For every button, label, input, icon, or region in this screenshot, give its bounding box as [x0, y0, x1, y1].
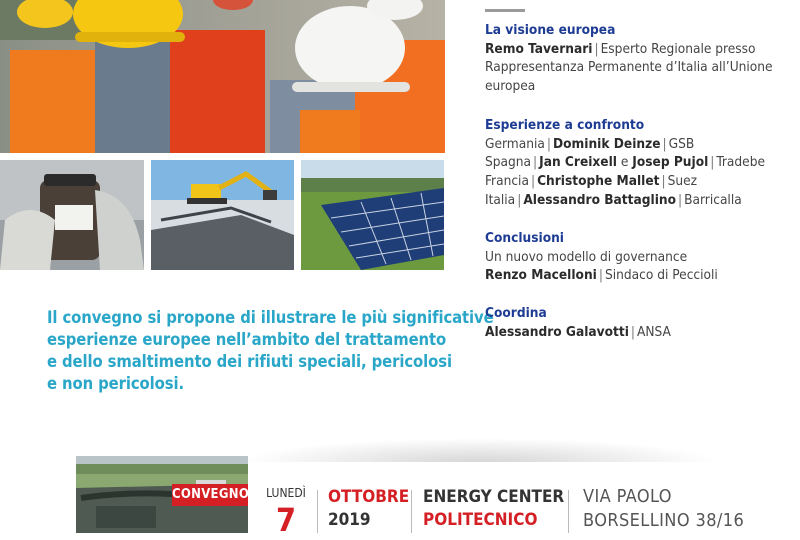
speaker-name: Josep Pujol [632, 154, 709, 171]
intro-line: e non pericolosi. [47, 374, 184, 393]
intro-line: Il convegno si propone di illustrare le più significative [47, 308, 494, 327]
program-block-experiences [485, 116, 795, 210]
speaker-name: Remo Tavernari [485, 40, 593, 57]
event-type-badge: CONVEGNO [172, 484, 248, 506]
speaker-name: Alessandro Battaglino [523, 191, 676, 208]
divider [317, 490, 318, 533]
intro-paragraph [47, 307, 494, 395]
speaker-role: Esperto Regionale presso [600, 40, 756, 57]
organization: Tradebe [716, 154, 765, 171]
address-street-number: BORSELLINO 38/16 [583, 510, 745, 531]
country: Germania [485, 135, 545, 152]
heading-moderator: Coordina [485, 305, 547, 321]
experience-row: Italia | Alessandro Battaglino | Barricalla [485, 191, 742, 208]
speaker-role: Sindaco di Peccioli [604, 267, 718, 284]
speaker-name: Dominik Deinze [552, 135, 661, 152]
intro-line: e dello smaltimento dei rifiuti speciali, pericolosi [47, 352, 452, 371]
speaker-name: Christophe Mallet [537, 173, 660, 190]
speaker-role: europea [485, 78, 536, 95]
speaker-name: Renzo Macelloni [485, 267, 597, 284]
hero-photo-workers-hardhats [0, 0, 445, 153]
event-day-number: 7 [275, 501, 297, 539]
experience-row: Germania | Dominik Deinze | GSB [485, 135, 695, 152]
photo-excavator-landfill [151, 160, 294, 270]
divider [568, 490, 569, 533]
venue-name: ENERGY CENTER [423, 487, 565, 507]
venue-institution: POLITECNICO [423, 510, 538, 530]
country: Francia [485, 173, 529, 190]
country: Spagna [485, 154, 532, 171]
divider [411, 490, 412, 533]
organization: Barricalla [684, 191, 742, 208]
heading-conclusions: Conclusioni [485, 230, 565, 246]
event-year: 2019 [328, 510, 371, 530]
heading-experiences: Esperienze a confronto [485, 117, 645, 133]
top-text-fragment [485, 0, 565, 6]
photo-solar-panels [301, 160, 444, 270]
photo-sample-jar [0, 160, 144, 270]
event-weekday: LUNEDÌ [266, 486, 306, 500]
heading-vision: La visione europea [485, 22, 616, 38]
organization: ANSA [637, 323, 671, 340]
organization: GSB [668, 135, 695, 152]
speaker-role: Rappresentanza Permanente d’Italia all’Unione [485, 59, 773, 76]
intro-line: esperienze europee nell’ambito del trattamento [47, 330, 447, 349]
conclusions-text: Un nuovo modello di governance [485, 248, 688, 265]
address-street: VIA PAOLO [583, 486, 672, 507]
strip-shadow [240, 438, 720, 462]
organization: Suez [667, 173, 698, 190]
event-month: OTTOBRE [328, 487, 410, 507]
experience-row: Spagna | Jan Creixell e Josep Pujol | Tradebe [485, 154, 765, 171]
program-block-vision: La visione europea Remo Tavernari | Esperto Regionale presso Rappresentanza Permanente d’Italia all’Unione europea [485, 21, 795, 96]
country: Italia [485, 191, 516, 208]
experience-row: Francia | Christophe Mallet | Suez [485, 173, 698, 190]
speaker-name: Alessandro Galavotti [485, 323, 629, 340]
joiner: e [620, 154, 629, 171]
program-block-moderator: Coordina Alessandro Galavotti | ANSA [485, 304, 795, 341]
program-block-conclusions: Conclusioni Un nuovo modello di governance Renzo Macelloni | Sindaco di Peccioli [485, 229, 795, 285]
speaker-name: Jan Creixell [539, 154, 617, 171]
